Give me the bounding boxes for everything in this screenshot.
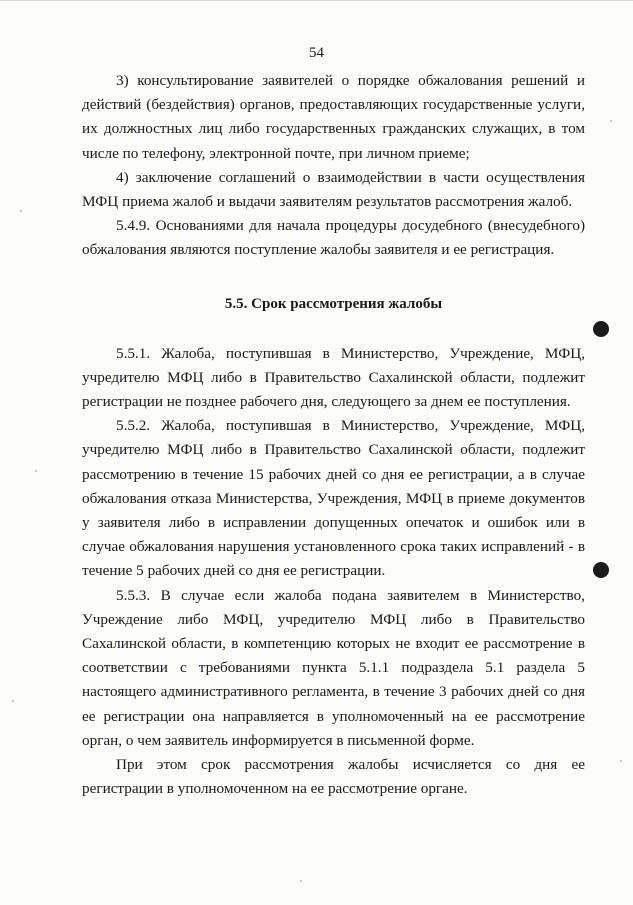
- scan-speck: [300, 880, 302, 882]
- paragraph-5-5-2: 5.5.2. Жалоба, поступившая в Министерство, Учреждение, МФЦ, учредителю МФЦ либо в Правительство Сахалинской области, подлежит рассмотрению в течение 15 рабочих дней со дня ее регистрации, а в случае обжалования отказа Министерства, Учреждения, МФЦ в приеме документов у заявителя либо в исправлении допущенных опечаток и ошибок или в случае обжалования нарушения установленного срока таких исправлений - в течение 5 рабочих дней со дня ее регистрации.: [82, 417, 585, 580]
- paragraph-5-4-9: 5.4.9. Основаниями для начала процедуры досудебного (внесудебного) обжалования являются поступление жалобы заявителя и ее регистрация.: [82, 217, 585, 259]
- paragraph-item-4-agreements: 4) заключение соглашений о взаимодействии в части осуществления МФЦ приема жалоб и выдачи заявителям результатов рассмотрения жалоб.: [82, 168, 585, 211]
- scan-speck: [12, 700, 14, 702]
- scan-speck: [35, 470, 37, 472]
- scan-speck: [610, 120, 612, 122]
- binder-hole-upper: [593, 321, 609, 337]
- paragraph-item-3-consulting: 3) консультирование заявителей о порядке обжалования решений и действий (бездействия) органов, предоставляющих государственные услуги, их должностных лиц либо государственных гражданских служащих, в том числе по телефону, электронной почте, при личном приеме;: [82, 72, 585, 162]
- page-edge: [0, 0, 633, 1]
- scan-speck: [20, 210, 22, 212]
- paragraph-review-period: При этом срок рассмотрения жалобы исчисляется со дня ее регистрации в уполномоченном на ее рассмотрение органе.: [82, 756, 585, 798]
- binder-hole-lower: [593, 562, 609, 578]
- paragraph-5-5-3: 5.5.3. В случае если жалоба подана заявителем в Министерство, Учреждение либо МФЦ, учредителю МФЦ либо в Правительство Сахалинской области, в компетенцию которых не входит ее рассмотрение в соответствии с требованиями пункта 5.1.1 подраздела 5.1 раздела 5 настоящего административного регламента, в течение 3 рабочих дней со дня ее регистрации она направляется в уполномоченный на ее рассмотрение орган, о чем заявитель информируется в письменной форме.: [82, 586, 585, 749]
- document-body: [82, 69, 585, 801]
- page-number: 54: [309, 45, 324, 61]
- scan-speck: [620, 760, 622, 762]
- paragraph-5-5-1: 5.5.1. Жалоба, поступившая в Министерство, Учреждение, МФЦ, учредителю МФЦ либо в Правительство Сахалинской области, подлежит регистрации не позднее рабочего дня, следующего за днем ее поступления.: [82, 344, 585, 411]
- section-heading: 5.5. Срок рассмотрения жалобы: [224, 295, 443, 312]
